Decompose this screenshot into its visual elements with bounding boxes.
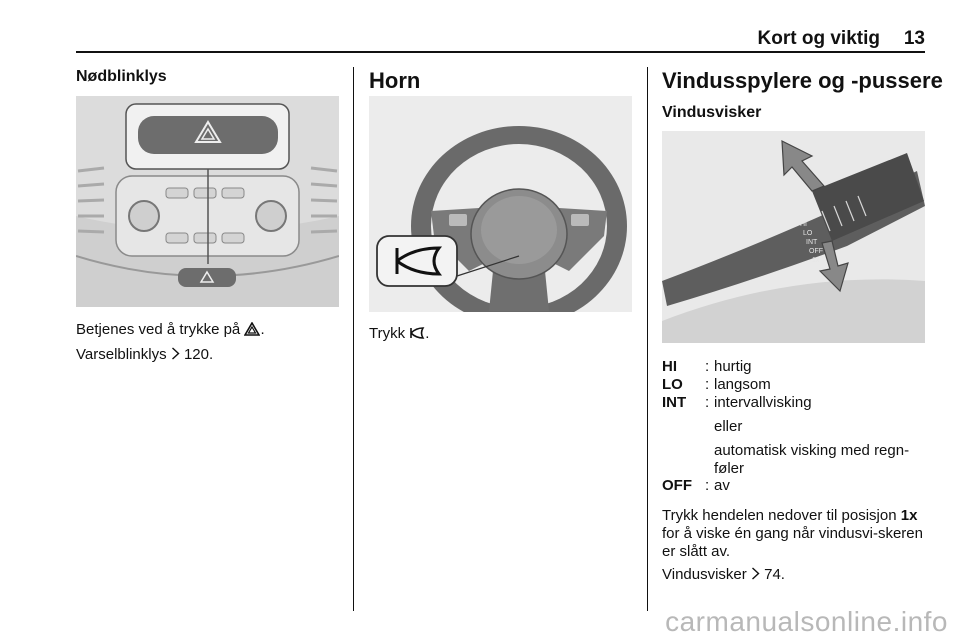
hazard-instruction-text: Betjenes ved å trykke på bbox=[76, 321, 241, 338]
definition-row bbox=[662, 376, 932, 394]
horn-instruction-text: Trykk bbox=[369, 325, 406, 342]
page-number: 13 bbox=[903, 28, 925, 49]
definition-separator: : bbox=[705, 394, 710, 411]
paragraph-term: 1x bbox=[900, 507, 918, 524]
hazard-triangle-icon bbox=[244, 322, 260, 341]
definition-row bbox=[662, 394, 932, 412]
lever-label-int: INT bbox=[806, 239, 818, 246]
section-heading-horn: Horn bbox=[369, 68, 421, 93]
paragraph-text-suffix: for å viske én gang når vindusvi-skeren er slått av. bbox=[662, 525, 923, 560]
section-heading-wipers: Vindusspylere og -pussere bbox=[662, 68, 943, 93]
hazard-switch-illustration bbox=[76, 96, 339, 307]
paragraph-text-prefix: Trykk hendelen nedover til posisjon bbox=[662, 507, 897, 524]
wiper-reference-page[interactable]: 74. bbox=[764, 566, 785, 583]
hazard-instruction bbox=[76, 321, 265, 341]
definition-term: OFF bbox=[662, 477, 692, 494]
page-header-title: Kort og viktig bbox=[757, 28, 880, 49]
horn-icon bbox=[409, 326, 425, 344]
page-reference-icon bbox=[171, 347, 180, 365]
lever-label-hi: HI bbox=[800, 221, 807, 228]
definition-separator: : bbox=[705, 376, 710, 393]
hazard-reference-text: Varselblinklys bbox=[76, 346, 167, 363]
column-divider-2 bbox=[647, 67, 648, 611]
watermark: carmanualsonline.info bbox=[665, 606, 948, 637]
definition-row bbox=[662, 418, 932, 436]
wiper-single-wipe-paragraph bbox=[662, 507, 930, 561]
horn-instruction bbox=[369, 325, 429, 344]
definition-separator: : bbox=[705, 477, 710, 494]
lever-label-off: OFF bbox=[809, 248, 823, 255]
definition-separator: : bbox=[705, 358, 710, 375]
hazard-instruction-suffix: . bbox=[260, 321, 265, 338]
subheading-wiper: Vindusvisker bbox=[662, 104, 762, 121]
wiper-reference-text: Vindusvisker bbox=[662, 566, 747, 583]
definition-term: INT bbox=[662, 394, 687, 411]
header-rule bbox=[76, 51, 925, 53]
hazard-reference-page[interactable]: 120. bbox=[183, 346, 214, 363]
wiper-lever-illustration bbox=[662, 131, 925, 343]
definition-description: intervallvisking bbox=[714, 394, 812, 411]
wiper-reference bbox=[662, 566, 785, 585]
steering-wheel-illustration bbox=[369, 96, 632, 312]
definition-description: av bbox=[714, 477, 730, 494]
page-reference-icon bbox=[751, 567, 760, 585]
definition-row bbox=[662, 442, 932, 478]
lever-label-lo: LO bbox=[803, 230, 813, 237]
definition-description: eller bbox=[714, 418, 743, 435]
definition-term: HI bbox=[662, 358, 677, 375]
lever-label-1x: 1x bbox=[812, 257, 820, 264]
definition-row bbox=[662, 358, 932, 376]
definition-row bbox=[662, 477, 932, 495]
section-heading-hazard: Nødblinklys bbox=[76, 68, 167, 85]
definition-term: LO bbox=[662, 376, 683, 393]
definition-description: langsom bbox=[714, 376, 771, 393]
horn-instruction-suffix: . bbox=[425, 325, 430, 342]
column-divider-1 bbox=[353, 67, 354, 611]
hazard-reference bbox=[76, 346, 213, 365]
definition-description: hurtig bbox=[714, 358, 752, 375]
definition-description: automatisk visking med regn-føler bbox=[714, 442, 910, 477]
